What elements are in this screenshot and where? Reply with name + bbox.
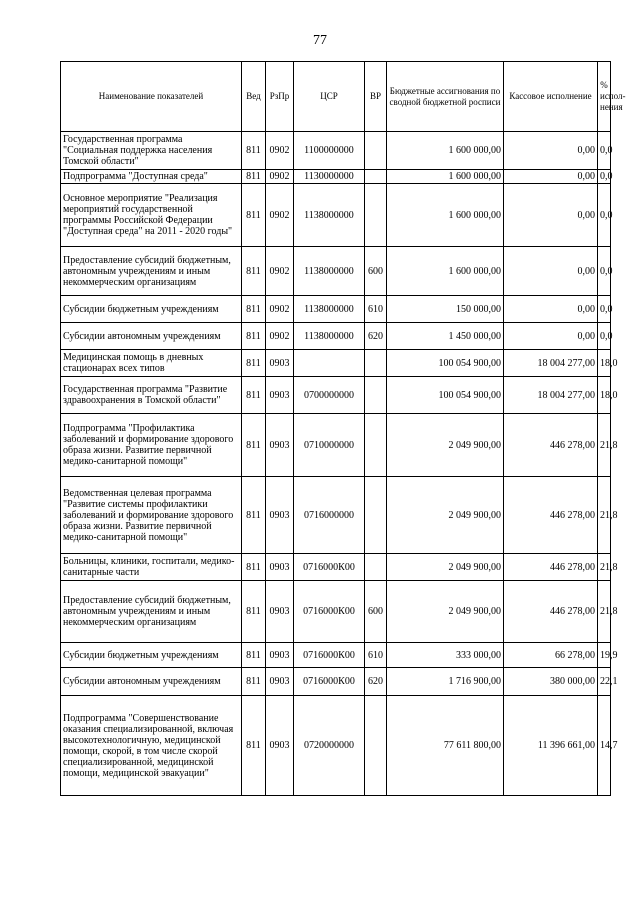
- table-row: [61, 296, 611, 323]
- cell-ved: 811: [242, 377, 266, 414]
- cell-csr: 1138000000: [294, 296, 365, 323]
- cell-name: Субсидии бюджетным учреждениям: [61, 296, 242, 323]
- cell-name: Подпрограмма "Доступная среда": [61, 170, 242, 184]
- cell-percent: 22,1: [598, 668, 611, 696]
- cell-csr: 1138000000: [294, 323, 365, 350]
- cell-ved: 811: [242, 581, 266, 643]
- cell-percent: 18,0: [598, 350, 611, 377]
- cell-budget: 1 450 000,00: [387, 323, 504, 350]
- cell-vr: [365, 477, 387, 554]
- table-row: [61, 132, 611, 170]
- budget-execution-table: [60, 61, 626, 796]
- cell-vr: 600: [365, 247, 387, 296]
- cell-vr: 600: [365, 581, 387, 643]
- table-header-row: [61, 62, 611, 132]
- cell-percent: 19,9: [598, 643, 611, 668]
- cell-rzpr: 0903: [266, 377, 294, 414]
- cell-csr: 1138000000: [294, 247, 365, 296]
- cell-rzpr: 0902: [266, 170, 294, 184]
- cell-csr: 1130000000: [294, 170, 365, 184]
- header-budget: Бюджетные ассигнования по сводной бюджетной росписи: [387, 62, 504, 132]
- cell-vr: 610: [365, 296, 387, 323]
- cell-cash: 66 278,00: [504, 643, 598, 668]
- cell-percent: 0,0: [598, 184, 611, 247]
- cell-name: Субсидии автономным учреждениям: [61, 323, 242, 350]
- cell-percent: 18,0: [598, 377, 611, 414]
- cell-cash: 0,00: [504, 323, 598, 350]
- cell-vr: [365, 132, 387, 170]
- cell-budget: 150 000,00: [387, 296, 504, 323]
- cell-name: Ведомственная целевая программа "Развитие системы профилактики заболеваний и формирование здорового образа жизни. Развитие первичной медико-санитарной помощи": [61, 477, 242, 554]
- cell-ved: 811: [242, 414, 266, 477]
- cell-rzpr: 0902: [266, 132, 294, 170]
- cell-ved: 811: [242, 696, 266, 796]
- cell-cash: 18 004 277,00: [504, 350, 598, 377]
- cell-vr: [365, 554, 387, 581]
- header-rzpr: РзПр: [266, 62, 294, 132]
- header-cash: Кассовое исполнение: [504, 62, 598, 132]
- cell-name: Основное мероприятие "Реализация мероприятий государственной программы Российской Федерации "Доступная среда" на 2011 - 2020 годы": [61, 184, 242, 247]
- table-row: [61, 247, 611, 296]
- cell-budget: 2 049 900,00: [387, 581, 504, 643]
- cell-ved: 811: [242, 350, 266, 377]
- cell-percent: 0,0: [598, 296, 611, 323]
- cell-cash: 0,00: [504, 170, 598, 184]
- cell-budget: 100 054 900,00: [387, 377, 504, 414]
- cell-cash: 0,00: [504, 132, 598, 170]
- cell-rzpr: 0902: [266, 296, 294, 323]
- cell-budget: 1 600 000,00: [387, 132, 504, 170]
- cell-csr: 0716000К00: [294, 668, 365, 696]
- cell-ved: 811: [242, 554, 266, 581]
- cell-rzpr: 0903: [266, 350, 294, 377]
- cell-csr: 0716000К00: [294, 581, 365, 643]
- table-row: [61, 668, 611, 696]
- cell-name: Субсидии автономным учреждениям: [61, 668, 242, 696]
- cell-rzpr: 0903: [266, 414, 294, 477]
- cell-budget: 2 049 900,00: [387, 554, 504, 581]
- table-row: [61, 377, 611, 414]
- cell-ved: 811: [242, 477, 266, 554]
- cell-name: Предоставление субсидий бюджетным, автономным учреждениям и иным некоммерческим организациям: [61, 581, 242, 643]
- cell-budget: 1 600 000,00: [387, 184, 504, 247]
- cell-budget: 2 049 900,00: [387, 477, 504, 554]
- table-row: [61, 350, 611, 377]
- table-row: [61, 581, 611, 643]
- cell-percent: 14,7: [598, 696, 611, 796]
- cell-ved: 811: [242, 668, 266, 696]
- table-row: [61, 554, 611, 581]
- cell-percent: 21,8: [598, 581, 611, 643]
- cell-vr: [365, 170, 387, 184]
- cell-name: Медицинская помощь в дневных стационарах всех типов: [61, 350, 242, 377]
- cell-ved: 811: [242, 296, 266, 323]
- cell-csr: 1100000000: [294, 132, 365, 170]
- table-row: [61, 477, 611, 554]
- cell-name: Предоставление субсидий бюджетным, автономным учреждениям и иным некоммерческим организациям: [61, 247, 242, 296]
- cell-vr: 620: [365, 668, 387, 696]
- cell-vr: [365, 414, 387, 477]
- cell-rzpr: 0902: [266, 184, 294, 247]
- cell-budget: 77 611 800,00: [387, 696, 504, 796]
- cell-ved: 811: [242, 170, 266, 184]
- cell-percent: 21,8: [598, 414, 611, 477]
- cell-percent: 21,8: [598, 477, 611, 554]
- cell-name: Подпрограмма "Профилактика заболеваний и формирование здорового образа жизни. Развитие первичной медико-санитарной помощи": [61, 414, 242, 477]
- cell-csr: [294, 350, 365, 377]
- cell-ved: 811: [242, 132, 266, 170]
- cell-vr: [365, 184, 387, 247]
- cell-name: Больницы, клиники, госпитали, медико-санитарные части: [61, 554, 242, 581]
- cell-cash: 0,00: [504, 247, 598, 296]
- header-percent: % испол-нения: [598, 62, 611, 132]
- cell-cash: 380 000,00: [504, 668, 598, 696]
- cell-ved: 811: [242, 323, 266, 350]
- table-row: [61, 184, 611, 247]
- cell-name: Государственная программа "Социальная поддержка населения Томской области": [61, 132, 242, 170]
- cell-budget: 1 716 900,00: [387, 668, 504, 696]
- cell-rzpr: 0902: [266, 323, 294, 350]
- cell-ved: 811: [242, 643, 266, 668]
- header-ved: Вед: [242, 62, 266, 132]
- cell-ved: 811: [242, 247, 266, 296]
- cell-rzpr: 0903: [266, 696, 294, 796]
- cell-csr: 0716000000: [294, 477, 365, 554]
- cell-csr: 0720000000: [294, 696, 365, 796]
- cell-rzpr: 0903: [266, 581, 294, 643]
- cell-name: Подпрограмма "Совершенствование оказания специализированной, включая высокотехнологичную, медицинской помощи, скорой, в том числе скорой специализированной, медицинской помощи, медицинской эвакуации": [61, 696, 242, 796]
- cell-cash: 446 278,00: [504, 554, 598, 581]
- cell-csr: 0710000000: [294, 414, 365, 477]
- cell-vr: 620: [365, 323, 387, 350]
- header-name: Наименование показателей: [61, 62, 242, 132]
- cell-budget: 2 049 900,00: [387, 414, 504, 477]
- cell-cash: 18 004 277,00: [504, 377, 598, 414]
- cell-percent: 0,0: [598, 323, 611, 350]
- cell-csr: 1138000000: [294, 184, 365, 247]
- cell-budget: 1 600 000,00: [387, 170, 504, 184]
- cell-cash: 0,00: [504, 184, 598, 247]
- cell-percent: 0,0: [598, 132, 611, 170]
- cell-cash: 446 278,00: [504, 581, 598, 643]
- cell-name: Субсидии бюджетным учреждениям: [61, 643, 242, 668]
- cell-cash: 446 278,00: [504, 414, 598, 477]
- cell-csr: 0700000000: [294, 377, 365, 414]
- cell-vr: [365, 696, 387, 796]
- cell-vr: 610: [365, 643, 387, 668]
- cell-vr: [365, 350, 387, 377]
- table-row: [61, 696, 611, 796]
- header-vr: ВР: [365, 62, 387, 132]
- cell-ved: 811: [242, 184, 266, 247]
- cell-vr: [365, 377, 387, 414]
- cell-rzpr: 0902: [266, 247, 294, 296]
- cell-csr: 0716000К00: [294, 643, 365, 668]
- cell-rzpr: 0903: [266, 668, 294, 696]
- cell-name: Государственная программа "Развитие здравоохранения в Томской области": [61, 377, 242, 414]
- cell-percent: 0,0: [598, 247, 611, 296]
- cell-cash: 0,00: [504, 296, 598, 323]
- cell-percent: 21,8: [598, 554, 611, 581]
- cell-cash: 11 396 661,00: [504, 696, 598, 796]
- table-row: [61, 643, 611, 668]
- cell-budget: 333 000,00: [387, 643, 504, 668]
- header-csr: ЦСР: [294, 62, 365, 132]
- cell-percent: 0,0: [598, 170, 611, 184]
- table-row: [61, 414, 611, 477]
- page-number: 77: [313, 33, 327, 48]
- cell-budget: 100 054 900,00: [387, 350, 504, 377]
- table-row: [61, 170, 611, 184]
- cell-budget: 1 600 000,00: [387, 247, 504, 296]
- table-row: [61, 323, 611, 350]
- cell-rzpr: 0903: [266, 554, 294, 581]
- cell-csr: 0716000К00: [294, 554, 365, 581]
- cell-rzpr: 0903: [266, 477, 294, 554]
- cell-cash: 446 278,00: [504, 477, 598, 554]
- cell-rzpr: 0903: [266, 643, 294, 668]
